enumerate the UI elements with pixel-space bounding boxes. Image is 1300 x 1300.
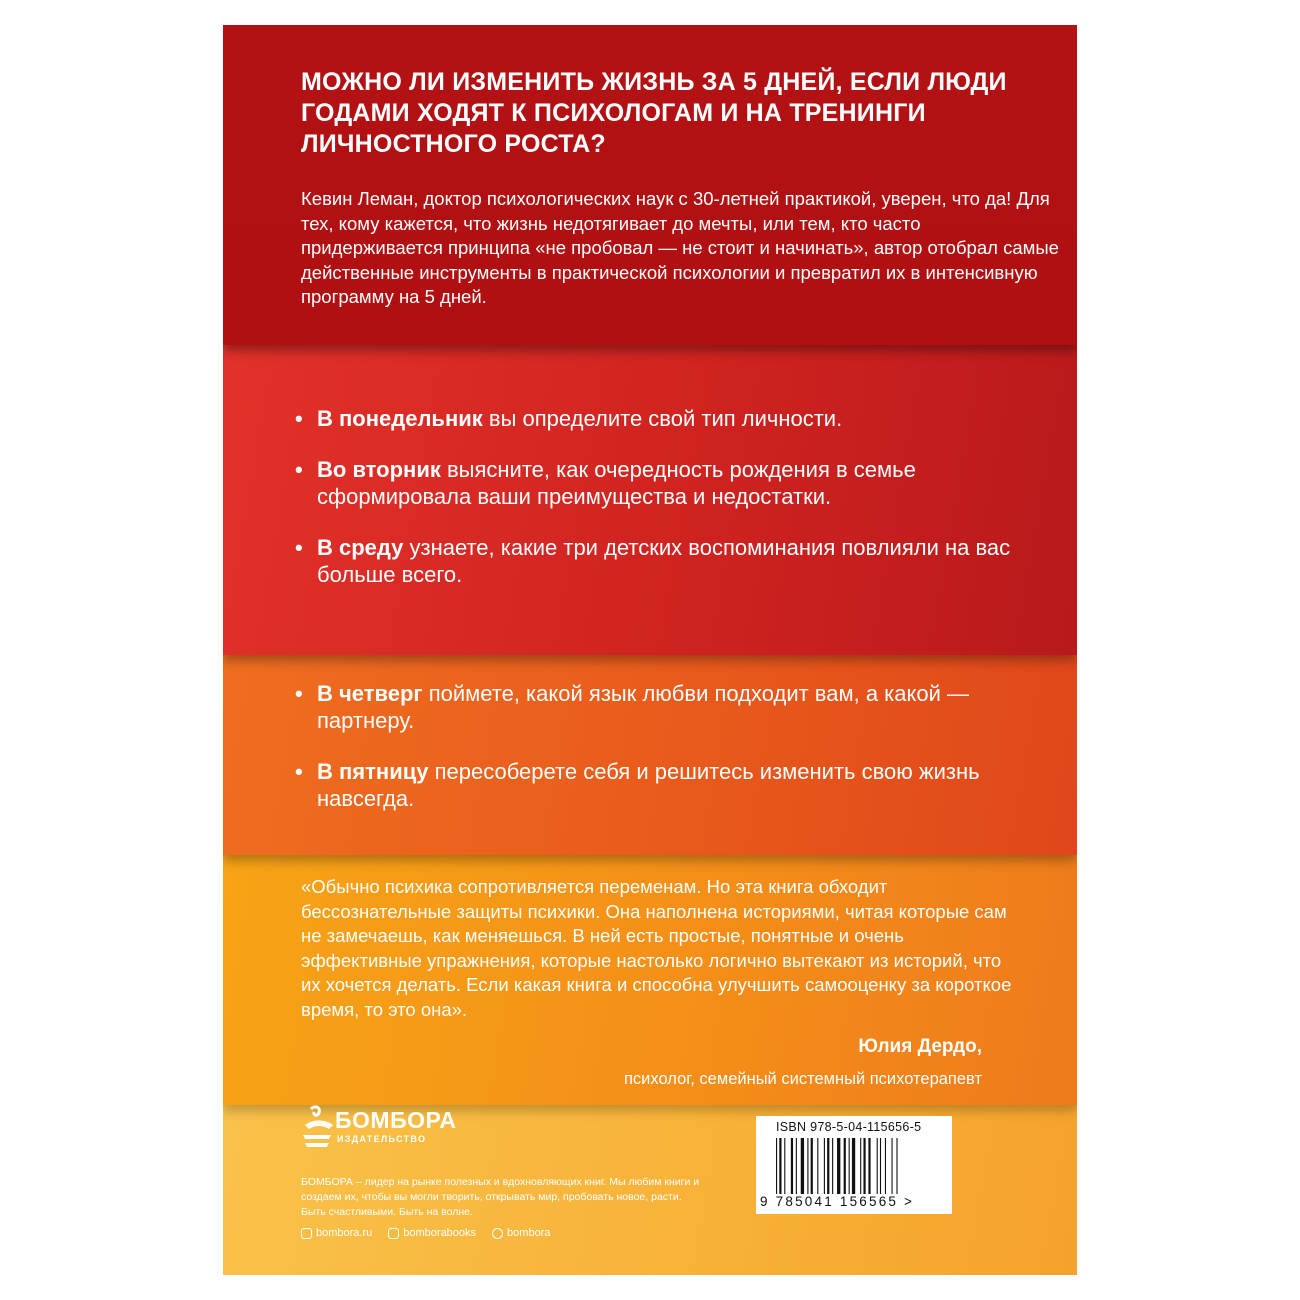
day-label: Во вторник bbox=[317, 457, 441, 482]
publisher-subtitle: ИЗДАТЕЛЬСТВО bbox=[337, 1134, 427, 1144]
day-item-tuesday bbox=[295, 456, 1015, 510]
barcode-icon bbox=[776, 1138, 938, 1194]
intro-paragraph: Кевин Леман, доктор психологических наук с 30-летней практикой, уверен, что да! Для тех, кому кажется, что жизнь недотягивает до мечты, или тем, кто часто придерживается принципа «не пробовал — не стоит и начинать», автор отобрал самые действенные инструменты в практической психологии и превратил их в интенсивную программу на 5 дней. bbox=[301, 188, 1059, 307]
day-label: В четверг bbox=[317, 681, 423, 706]
social-vk[interactable] bbox=[388, 1227, 476, 1239]
book-back-cover bbox=[223, 25, 1077, 1275]
social-label: bombora.ru bbox=[316, 1227, 373, 1239]
publisher-logo bbox=[301, 1103, 471, 1163]
publisher-name: БОМБОРА bbox=[335, 1107, 457, 1133]
social-links bbox=[301, 1227, 550, 1239]
wave-surfer-icon bbox=[301, 1103, 337, 1153]
day-text: узнаете, какие три детских воспоминания повлияли на вас больше всего. bbox=[317, 535, 1011, 587]
day-label: В понедельник bbox=[317, 406, 483, 431]
day-label: В пятницу bbox=[317, 759, 429, 784]
isbn-label: ISBN 978-5-04-115656-5 bbox=[776, 1120, 922, 1134]
quote-author-title: психолог, семейный системный психотерапевт bbox=[623, 1070, 982, 1088]
testimonial-quote: «Обычно психика сопротивляется переменам. Но эта книга обходит бессознательные защиты психики. Она наполнена историями, читая которые сам не замечаешь, как меняешься. В ней есть простые, понятные и очень эффективные упражнения, которые настолько логично вытекают из историй, что их хочется делать. Если какая книга и способна улучшить самооценку за короткое время, то это она». bbox=[301, 876, 1012, 1020]
day-item-friday bbox=[295, 758, 1015, 812]
day-item-wednesday bbox=[295, 534, 1015, 588]
day-label: В среду bbox=[317, 535, 404, 560]
vk-icon bbox=[388, 1228, 399, 1239]
bullet-icon: • bbox=[295, 681, 303, 706]
instagram-icon bbox=[301, 1228, 312, 1239]
day-item-thursday bbox=[295, 680, 1015, 734]
quote-author: Юлия Дердо, bbox=[858, 1036, 982, 1057]
days-list-second bbox=[295, 680, 1015, 836]
bullet-icon: • bbox=[295, 535, 303, 560]
day-text: вы определите свой тип личности. bbox=[482, 406, 843, 431]
isbn-digits: 9 785041 156565 > bbox=[760, 1194, 915, 1209]
day-item-monday bbox=[295, 405, 1015, 432]
isbn-barcode-box bbox=[756, 1116, 952, 1214]
day-text: выясните, как очередность рождения в семье сформировала ваши преимущества и недостатки. bbox=[317, 457, 916, 509]
headline: МОЖНО ЛИ ИЗМЕНИТЬ ЖИЗНЬ ЗА 5 ДНЕЙ, ЕСЛИ ЛЮДИ ГОДАМИ ХОДЯТ К ПСИХОЛОГАМ И НА ТРЕНИНГИ ЛИЧНОСТНОГО РОСТА? bbox=[301, 68, 1007, 158]
day-text: пересоберете себя и решитесь изменить свою жизнь навсегда. bbox=[317, 759, 980, 811]
social-instagram[interactable] bbox=[301, 1227, 372, 1239]
social-label: bomborabooks bbox=[403, 1227, 477, 1239]
bullet-icon: • bbox=[295, 759, 303, 784]
social-label: bombora bbox=[507, 1227, 551, 1239]
day-text: поймете, какой язык любви подходит вам, а какой — партнеру. bbox=[317, 681, 970, 733]
telegram-icon bbox=[492, 1228, 503, 1239]
bullet-icon: • bbox=[295, 457, 303, 482]
cover-content bbox=[223, 25, 1077, 1275]
publisher-description: БОМБОРА – лидер на рынке полезных и вдохновляющих книг. Мы любим книги и создаем их, чтобы вы могли творить, открывать мир, пробовать новое, расти. Быть счастливыми. Быть на волне. bbox=[301, 1176, 700, 1218]
bullet-icon: • bbox=[295, 406, 303, 431]
days-list-first bbox=[295, 405, 1015, 612]
social-telegram[interactable] bbox=[492, 1227, 550, 1239]
